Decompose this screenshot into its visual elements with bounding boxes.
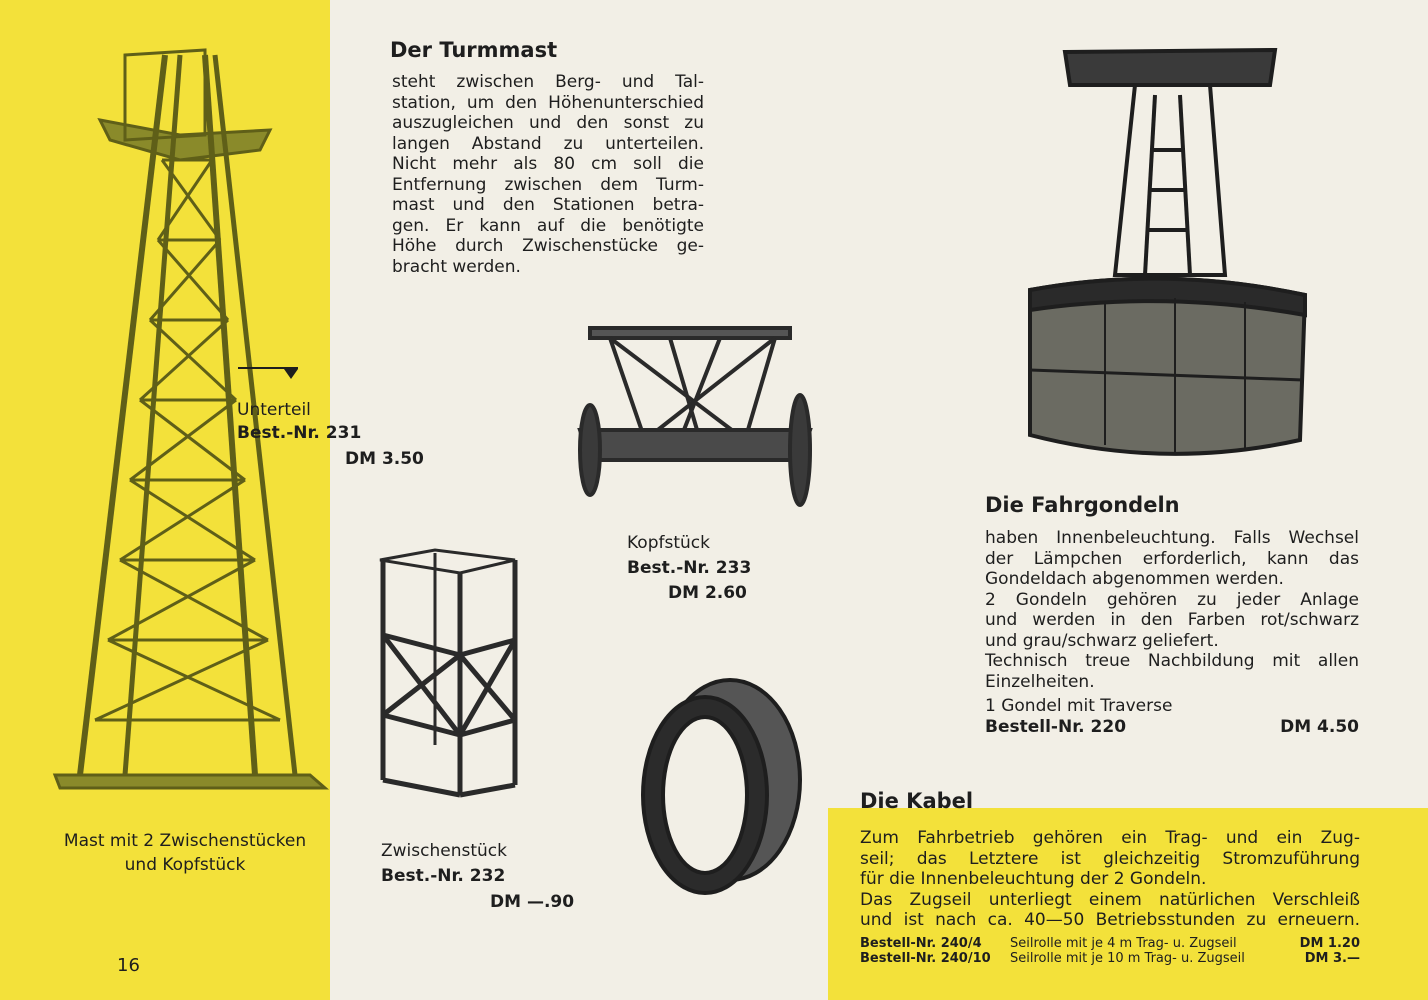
text-line: Nicht mehr als 80 cm soll die (392, 154, 704, 174)
text-line: bracht werden. (392, 256, 521, 277)
unterteil-order-number: Best.-Nr. 231 (237, 423, 362, 443)
text-line: und ist nach ca. 40—50 Betriebsstunden zu erneuern. (860, 910, 1360, 930)
seilrolle-image (630, 670, 810, 910)
text-line: Entfernung zwischen dem Turm- (392, 174, 704, 195)
turmmast-title: Der Turmmast (390, 38, 558, 62)
mast-caption-line: Mast mit 2 Zwischenstücken (63, 831, 307, 851)
kopfstueck-price: DM 2.60 (668, 583, 747, 603)
fahrgondeln-description (985, 528, 1359, 737)
fahrgondeln-order-number: Bestell-Nr. 220 (985, 716, 1127, 737)
text-line: station, um den Höhenunterschied (392, 92, 704, 113)
mast-caption-line: und Kopfstück (124, 855, 246, 875)
text-line: der Lämpchen erforderlich, kann das (985, 548, 1359, 569)
turmmast-description (392, 72, 704, 277)
fahrgondeln-title: Die Fahrgondeln (985, 493, 1180, 517)
text-line: und grau/schwarz geliefert. (985, 630, 1219, 651)
kopfstueck-image (560, 320, 830, 520)
kopfstueck-order-number: Best.-Nr. 233 (627, 558, 752, 578)
fahrgondeln-price: DM 4.50 (1280, 716, 1359, 737)
text-line: langen Abstand zu unterteilen. (392, 133, 704, 154)
text-line: gen. Er kann auf die benötigte (392, 215, 704, 236)
kabel-order-table (860, 936, 1360, 966)
arrow-down-icon (284, 369, 298, 379)
text-line: Gondeldach abgenommen werden. (985, 569, 1284, 589)
kabel-order-price: DM 1.20 (1299, 936, 1360, 951)
zwischenstueck-order-number: Best.-Nr. 232 (381, 866, 506, 886)
kabel-order-number: Bestell-Nr. 240/4 (860, 936, 982, 951)
page-number: 16 (117, 955, 140, 976)
unterteil-price: DM 3.50 (345, 449, 424, 469)
mast-caption (40, 829, 330, 877)
text-line: seil; das Letztere ist gleichzeitig Stromzuführung (860, 848, 1360, 869)
text-line: 2 Gondeln gehören zu jeder Anlage (985, 589, 1359, 610)
kabel-order-number: Bestell-Nr. 240/10 (860, 951, 991, 966)
text-line: und werden in den Farben rot/schwarz (985, 610, 1359, 630)
text-line: steht zwischen Berg- und Tal- (392, 72, 704, 92)
fahrgondel-image (1015, 40, 1315, 470)
kabel-order-price: DM 3.— (1304, 951, 1360, 966)
text-line: haben Innenbeleuchtung. Falls Wechsel (985, 528, 1359, 548)
kopfstueck-label: Kopfstück (627, 533, 710, 553)
unterteil-label: Unterteil (237, 400, 311, 420)
text-line: für die Innenbeleuchtung der 2 Gondeln. (860, 869, 1207, 889)
text-line: mast und den Stationen betra- (392, 195, 704, 215)
text-line: Zum Fahrbetrieb gehören ein Trag- und ein Zug- (860, 828, 1360, 848)
kabel-order-description: Seilrolle mit je 4 m Trag- u. Zugseil (1010, 936, 1237, 951)
text-line: Das Zugseil unterliegt einem natürlichen Verschleiß (860, 889, 1360, 910)
kabel-order-description: Seilrolle mit je 10 m Trag- u. Zugseil (1010, 951, 1245, 966)
kabel-order-row (860, 951, 1360, 966)
fahrgondeln-order-row (985, 717, 1359, 738)
kabel-title: Die Kabel (860, 789, 974, 813)
text-line: Technisch treue Nachbildung mit allen (985, 651, 1359, 671)
zwischenstueck-label: Zwischenstück (381, 841, 507, 861)
zwischenstueck-price: DM —.90 (490, 892, 575, 912)
kabel-order-row (860, 936, 1360, 951)
fahrgondeln-item: 1 Gondel mit Traverse (985, 696, 1173, 716)
text-line: Einzelheiten. (985, 671, 1095, 692)
text-line: auszugleichen und den sonst zu (392, 113, 704, 133)
zwischenstueck-image (375, 545, 525, 810)
kabel-description (860, 828, 1360, 931)
text-line: Höhe durch Zwischenstücke ge- (392, 236, 704, 256)
